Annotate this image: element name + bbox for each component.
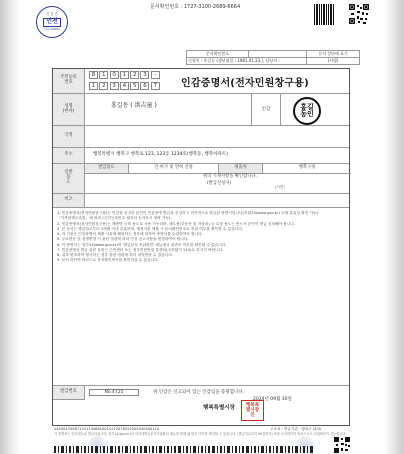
- certificate-form: [52, 68, 350, 426]
- qr-code-icon: [348, 3, 370, 25]
- address-label: 주소: [53, 148, 85, 163]
- usage-confirm-note: 위의 기재사항을 확인합니다.: [203, 174, 257, 179]
- usage-row: [53, 164, 349, 194]
- address-value: 행복특별시 행복구 행복로 123, 123동 1234호(행복동, 행복아파트): [93, 152, 228, 157]
- seal-label: 인감: [251, 94, 281, 125]
- footer-notice: 이 증명서는 인터넷으로 발급되었으며, 정부24(gov.kr)의 인터넷발급문서진위확인 메뉴를 통해 위·변조 여부를 확인할 수 있습니다. (발급일로부터 90일까지) 또한 문서하단의 바코드로도 진위확인이 가능합니다.: [54, 432, 347, 436]
- qr-code-icon: [333, 436, 351, 454]
- issue-row: [53, 386, 349, 427]
- applicant-sign: (서명): [307, 58, 360, 65]
- confirmation-table: [186, 50, 360, 65]
- reg-number-row: [53, 69, 349, 94]
- note-item: 7. 인감증명서 발급 관련 문의는 주민센터 또는 정부민원안내 콜센터(국번없이 110)로 하시기 바랍니다.: [57, 247, 224, 252]
- document-barcode-icon: [54, 446, 314, 453]
- registered-seal-icon: 홍길 동인: [293, 97, 321, 125]
- note-item: 9. 문서 하단의 바코드로 문서확인번호를 확인하실 수 있습니다.: [57, 258, 159, 263]
- notes-section: [53, 208, 349, 386]
- usage-label: 일반 용 도: [53, 164, 85, 193]
- issue-number-label: 발급번호: [53, 386, 85, 400]
- document-title: 인감증명서(전자민원창구용): [181, 78, 309, 89]
- certify-statement: 위 인감은 신고되어 있는 인감임을 증명합니다.: [153, 390, 245, 395]
- note-item: 3. 본 문서는 발급일로부터 3개월 이내 유효하며, 행정기관 제출 시 문서확인번호로 진위 여부를 확인할 수 있습니다.: [57, 226, 244, 231]
- footer-code: 2420047008712011408810014112076252205040500110: [54, 427, 160, 431]
- government-seal-icon: 인 감 증 인천 인증 KOREA: [36, 6, 68, 38]
- usage-sign: (서명): [275, 185, 285, 189]
- note-item: 2. 인감증명서(전자민원창구용)는 제증명 등의 용도로 사용 가능하며, 매도용(부동산 및 자동차) 등 특정 용도는 반드시 본인이 발급 신청해야 합니다.: [57, 221, 296, 226]
- reg-number-label: 주민등록 번호: [53, 69, 85, 93]
- official-stamp-icon: 행복특 별시장 인: [241, 400, 264, 421]
- note-item: 5. 주소변동 및 성명변경 시 관련 법령에 따라 인감 신고사항을 변경하여야 합니다.: [57, 237, 189, 242]
- usage-cells: [85, 164, 351, 174]
- note-item: 「가족관계등록법」에 따라 (주민등록번호 뒷자리 숫자표시 생략 가능).: [57, 216, 172, 221]
- address-row: [53, 148, 349, 164]
- reg-number-back: 1 2 3 4 5 6 7: [89, 82, 161, 90]
- remarks-row: [53, 194, 349, 208]
- applicant-info: 신청인 : 홍길동 (생년월일 : 1981.01.23.), 담당자 :: [187, 58, 307, 65]
- conf-label: 문서확인번호: [187, 51, 249, 58]
- name-value: 홍길동 ( 洪吉童 ): [111, 102, 157, 109]
- usage-purpose-value: 인·허가 및 면허 신청: [129, 164, 219, 173]
- name-label: 성명 (한자): [53, 94, 85, 125]
- note-item: 4. 각 기관은 인감증명서 제출 사유에 해당하는 경우에 한하여 증명서를 수령하여야 합니다.: [57, 232, 203, 236]
- submit-to-label: 제출처: [219, 164, 263, 173]
- submit-to-value: 행복구청: [298, 165, 316, 171]
- footer-page-info: 주소처 : 발급기관 · 행복구 (3/3): [270, 427, 322, 431]
- nationality-row: [53, 126, 349, 148]
- doc-confirmation-number: 문서확인번호 : 1727-3100-2689-6664: [150, 4, 241, 10]
- scan-shadow-left: [0, 0, 20, 454]
- usage-purpose-label: 발급용도: [85, 164, 129, 173]
- issue-number: No.4725: [89, 389, 139, 396]
- reg-number-front: 8 1 0 1 2 3 -: [89, 71, 161, 79]
- notes-list: [57, 211, 347, 264]
- remarks-label: 비고: [53, 194, 85, 207]
- nationality-label: 국적: [53, 126, 85, 147]
- note-item: 8. 위조·변조하여 행사하는 경우 관련 법령에 따라 처벌받을 수 있습니다.: [57, 253, 174, 257]
- conf-value: [249, 51, 307, 58]
- scan-shadow-right: [384, 0, 404, 454]
- usage-applicant: (발급신청자): [207, 181, 232, 186]
- conf-note: 문서 상단에 표기: [307, 51, 360, 58]
- issuer-name: 행복특별시장: [203, 405, 235, 411]
- note-item: 1. 인감증명서(전자민원창구용)는 인감을 신고한 본인이 인감증명 발급을 신청하고 전자적으로 발급된 증명서입니다(민원24(www.gov.kr) 등에 유효성 확인 가능).: [57, 211, 320, 215]
- note-item: 6. 이 증명서는 정부24(www.gov.kr)의 '발급문서 진위확인' 메뉴에서 위변조 여부를 확인할 수 있습니다.: [57, 242, 227, 247]
- barcode-icon: [313, 3, 336, 26]
- issue-date: 2024년 09월 30일: [253, 397, 292, 402]
